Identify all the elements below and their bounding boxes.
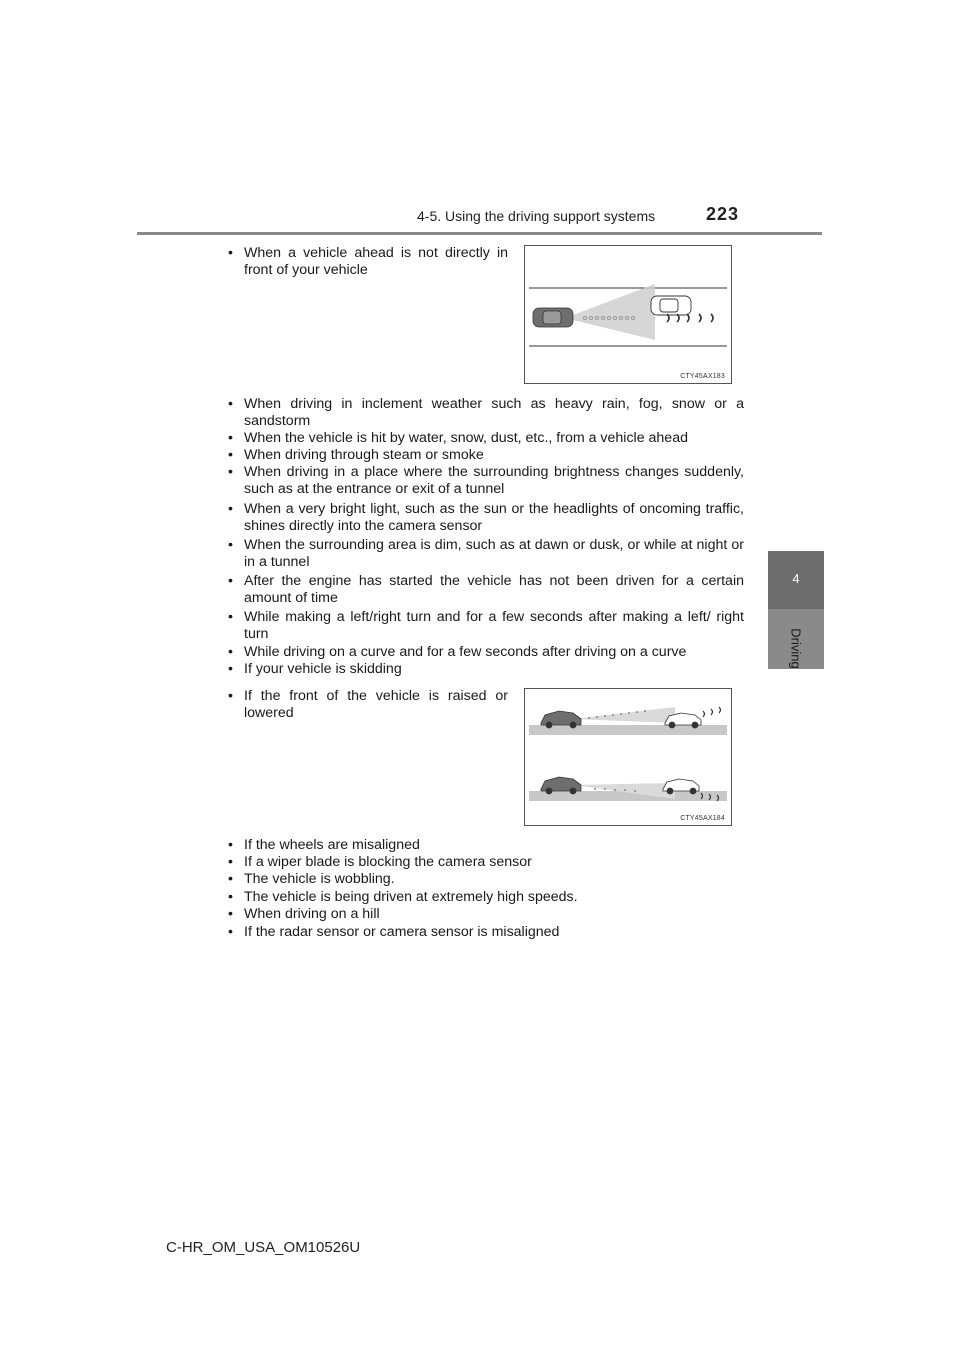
- list-item-text: While driving on a curve and for a few seconds after driving on a curve: [244, 644, 687, 660]
- section-title: 4-5. Using the driving support systems: [417, 208, 656, 224]
- list-item-text: When driving in inclement weather such as heavy rain, fog, snow or a sandstorm: [244, 396, 744, 429]
- list-item: [228, 396, 744, 429]
- list-item: [228, 924, 744, 941]
- header-divider: [137, 232, 822, 235]
- list-item: [228, 464, 744, 497]
- list-item: [228, 430, 744, 447]
- page-number: 223: [706, 204, 740, 224]
- list-item: [228, 245, 508, 278]
- bullet-dot: •: [228, 854, 233, 870]
- list-item-text: The vehicle is being driven at extremely high speeds.: [244, 889, 578, 905]
- raised-lowered-illustration: [525, 689, 731, 825]
- list-item: [228, 501, 744, 534]
- bullet-dot: •: [228, 889, 233, 905]
- bullet-dot: •: [228, 688, 233, 704]
- list-item: [228, 854, 744, 871]
- list-item-text: When driving on a hill: [244, 906, 380, 922]
- list-item: [228, 688, 508, 721]
- list-item: [228, 573, 744, 606]
- bullet-dot: •: [228, 906, 233, 922]
- bullet-dot: •: [228, 573, 233, 589]
- list-item: [228, 871, 744, 888]
- list-item-text: When driving through steam or smoke: [244, 447, 484, 463]
- list-item-text: If the radar sensor or camera sensor is misaligned: [244, 924, 560, 940]
- document-code: C-HR_OM_USA_OM10526U: [166, 1239, 361, 1256]
- bullet-dot: •: [228, 837, 233, 853]
- list-item: [228, 906, 744, 923]
- list-item-text: While making a left/right turn and for a few seconds after making a left/ right turn: [244, 609, 744, 642]
- list-item-text: If a wiper blade is blocking the camera sensor: [244, 854, 532, 870]
- own-car: [533, 308, 573, 327]
- offset-vehicle-illustration: [525, 246, 731, 383]
- list-item: [228, 447, 744, 464]
- bullet-dot: •: [228, 537, 233, 553]
- bullet-dot: •: [228, 644, 233, 660]
- list-item-text: If your vehicle is skidding: [244, 661, 402, 677]
- bullet-dot: •: [228, 430, 233, 446]
- bullet-dot: •: [228, 871, 233, 887]
- list-item-text: When the vehicle is hit by water, snow, dust, etc., from a vehicle ahead: [244, 430, 688, 446]
- bullet-dot: •: [228, 924, 233, 940]
- vehicle-ahead: [651, 296, 691, 315]
- list-item: [228, 837, 744, 854]
- chapter-number: 4: [792, 571, 800, 586]
- list-item-text: If the front of the vehicle is raised or lowered: [244, 688, 508, 721]
- list-item: [228, 644, 744, 661]
- list-item: [228, 609, 744, 642]
- list-item-text: If the wheels are misaligned: [244, 837, 420, 853]
- list-item-text: The vehicle is wobbling.: [244, 871, 395, 887]
- list-item-text: When driving in a place where the surrounding brightness changes suddenly, such as at the entrance or exit of a tunnel: [244, 464, 744, 497]
- list-item-text: When a very bright light, such as the sun or the headlights of oncoming traffic, shines directly into the camera sensor: [244, 501, 744, 534]
- figure-vehicle-offset: [524, 245, 732, 384]
- bullet-dot: •: [228, 661, 233, 677]
- bullet-dot: •: [228, 396, 233, 412]
- list-item-text: When a vehicle ahead is not directly in front of your vehicle: [244, 245, 508, 278]
- chapter-label: Driving: [788, 628, 804, 669]
- bullet-dot: •: [228, 245, 233, 261]
- list-item-text: When the surrounding area is dim, such as at dawn or dusk, or while at night or in a tunnel: [244, 537, 744, 570]
- figure-caption: CTY45AX183: [680, 373, 725, 380]
- list-item: [228, 661, 744, 678]
- list-item: [228, 889, 744, 906]
- bullet-dot: •: [228, 464, 233, 480]
- figure-vehicle-raised-lowered: [524, 688, 732, 826]
- bullet-dot: •: [228, 609, 233, 625]
- bullet-dot: •: [228, 501, 233, 517]
- list-item: [228, 537, 744, 570]
- bullet-dot: •: [228, 447, 233, 463]
- list-item-text: After the engine has started the vehicle has not been driven for a certain amount of time: [244, 573, 744, 606]
- figure-caption: CTY45AX184: [680, 815, 725, 822]
